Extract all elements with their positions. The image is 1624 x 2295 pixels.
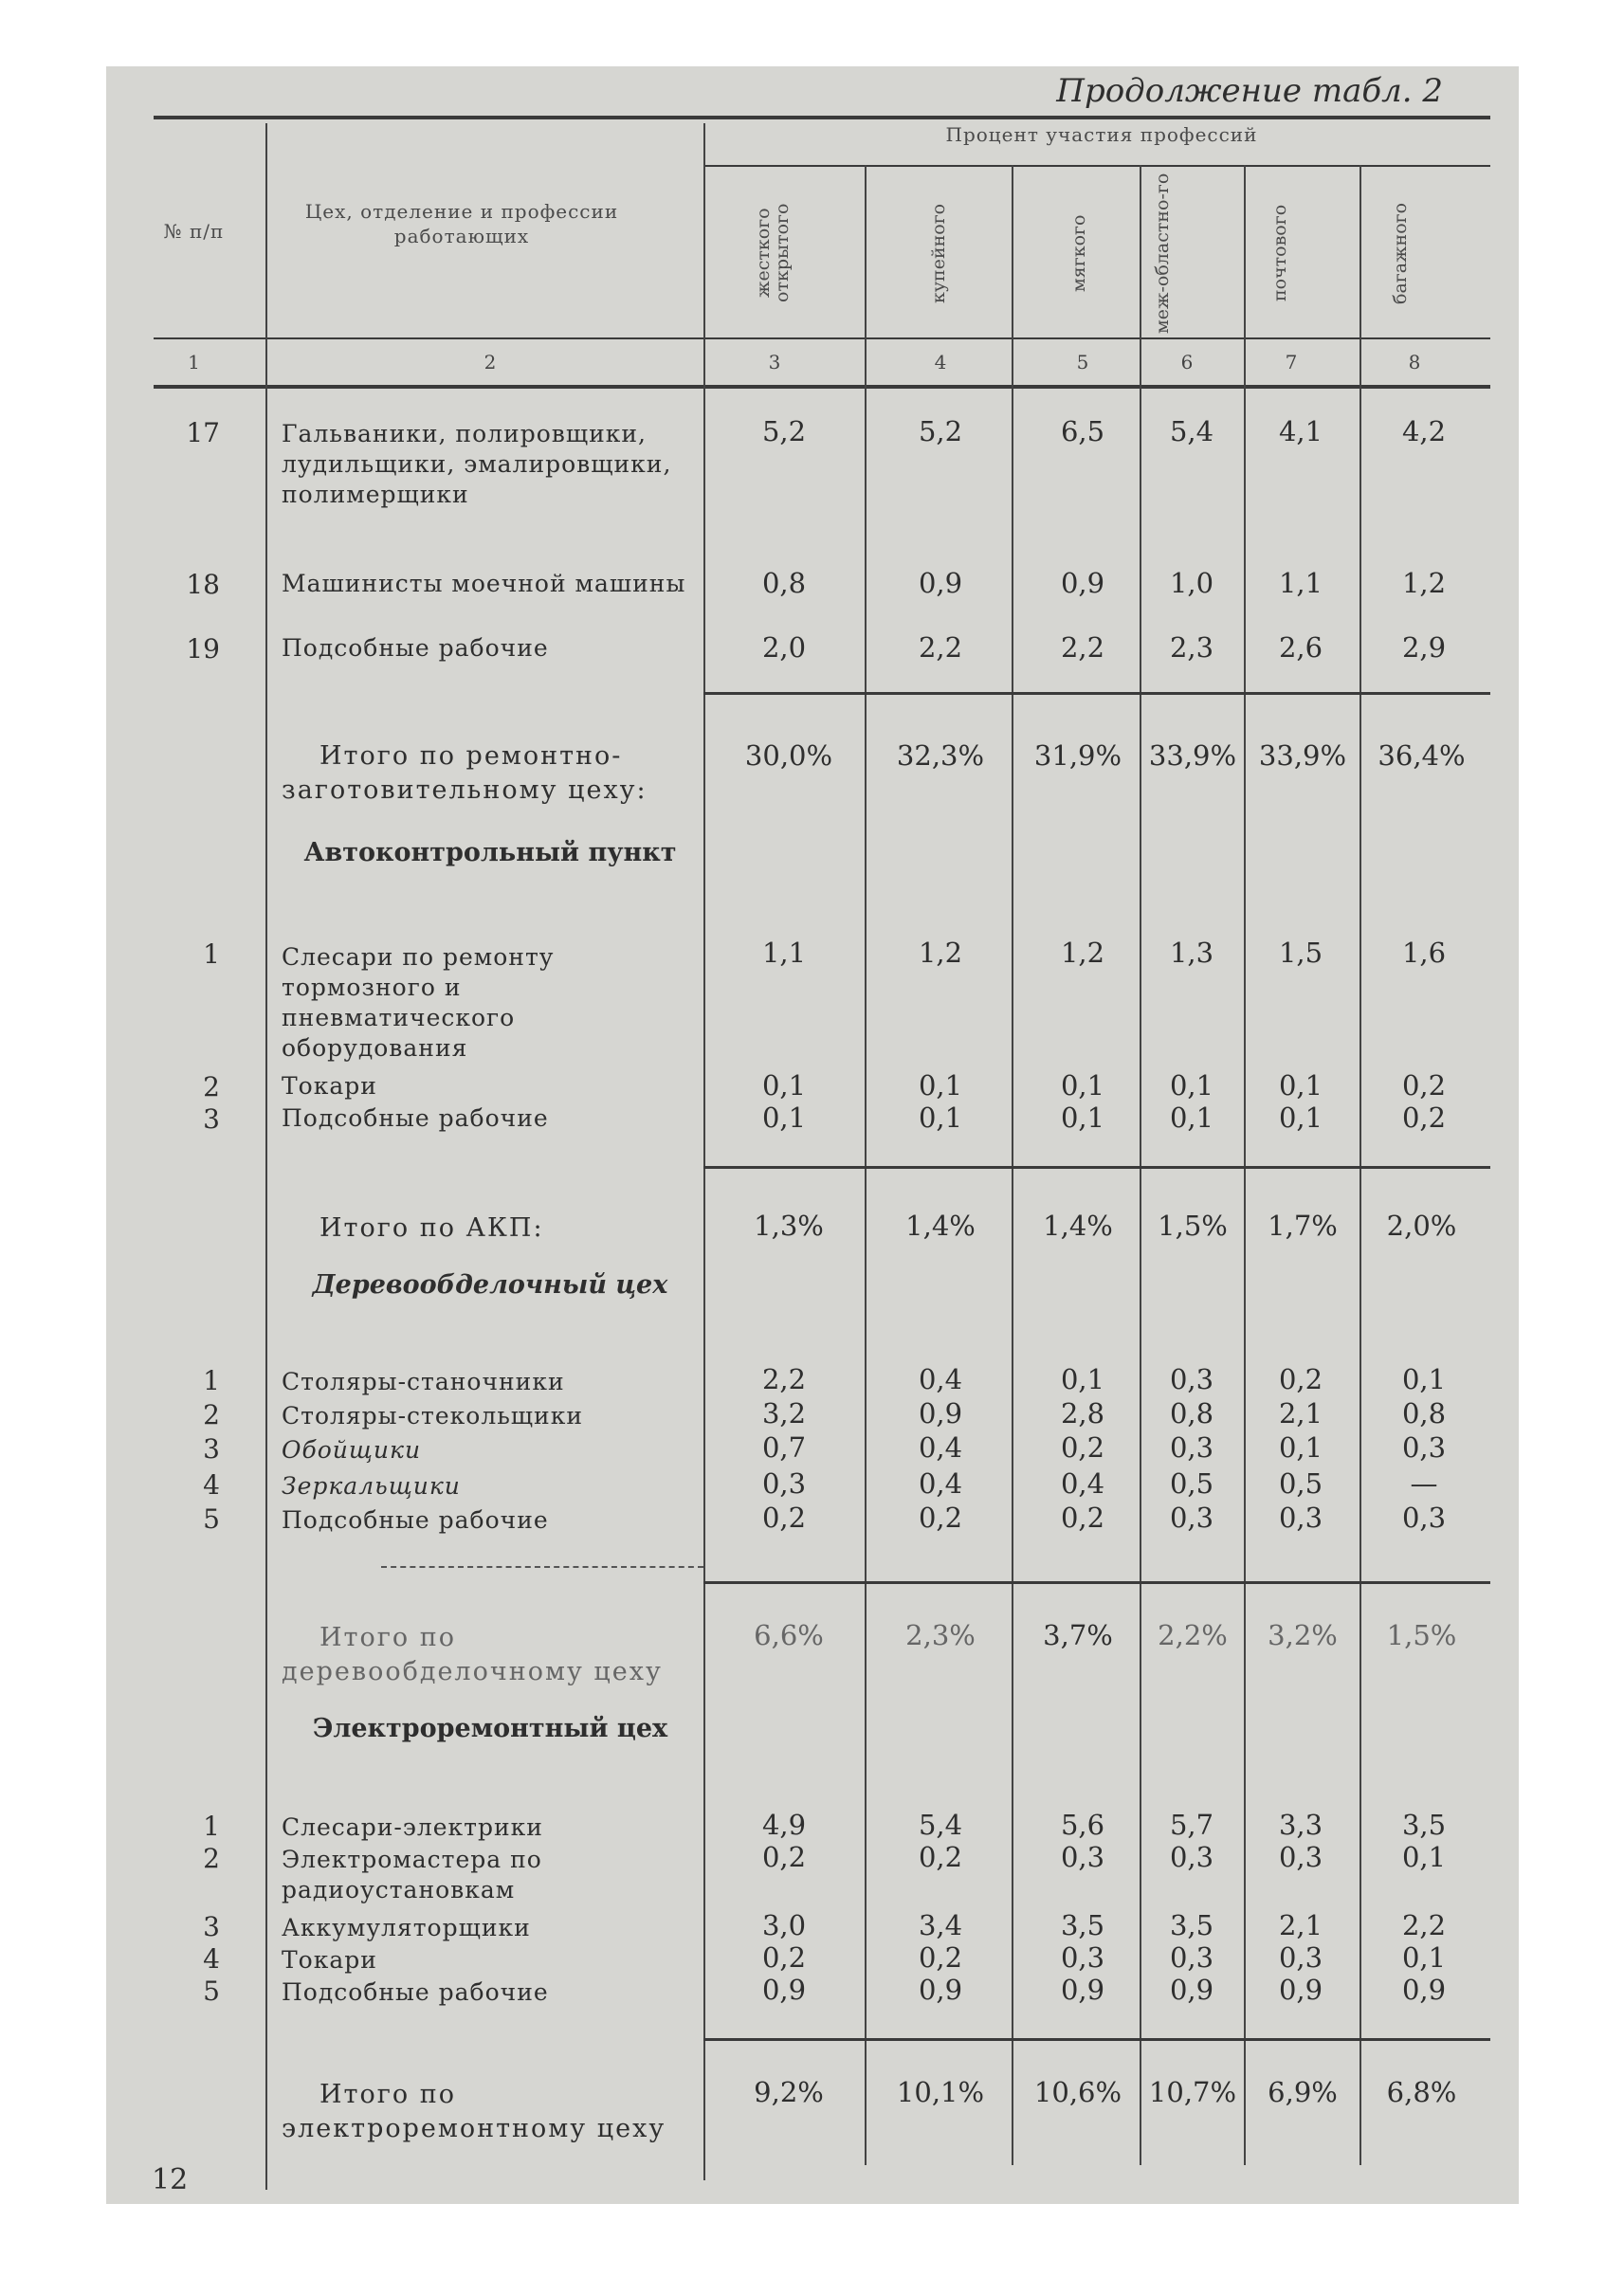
cell-value: 4,1 (1278, 415, 1323, 447)
total-value: 6,9% (1268, 2076, 1338, 2108)
cell-value: 0,3 (1169, 1431, 1214, 1464)
cell-value: 0,1 (1169, 1102, 1214, 1134)
cell-value: 0,1 (1060, 1069, 1105, 1102)
cell-value: 0,1 (918, 1069, 963, 1102)
total-value: 9,2% (754, 2076, 824, 2108)
col-header-soft: мягкого (1068, 214, 1089, 292)
cell-value: 1,1 (761, 937, 807, 969)
cell-value: 0,8 (1401, 1397, 1447, 1430)
col-rule-2 (703, 123, 705, 2180)
total-value: 2,2% (1158, 1619, 1228, 1651)
cell-value: 0,2 (761, 1502, 807, 1534)
total-value: 1,5% (1386, 1619, 1457, 1651)
cell-value: 3,5 (1401, 1809, 1447, 1841)
cell-value: — (1410, 1467, 1438, 1500)
cell-value: 0,3 (1278, 1502, 1323, 1534)
cell-value: 0,3 (1169, 1841, 1214, 1873)
row-number: 4 (203, 1943, 220, 1975)
total-value: 6,8% (1386, 2076, 1457, 2108)
cell-value: 1,2 (918, 937, 963, 969)
row-number: 2 (203, 1399, 220, 1430)
cell-value: 0,2 (918, 1841, 963, 1873)
cell-value: 0,1 (1401, 1941, 1447, 1974)
col-number-3: 3 (768, 351, 781, 373)
cell-value: 0,3 (1278, 1941, 1323, 1974)
col-number-6: 6 (1180, 351, 1194, 373)
cell-value: 0,2 (1278, 1363, 1323, 1395)
top-rule (154, 116, 1490, 119)
total-value: 10,7% (1148, 2076, 1237, 2108)
col-header-hard: жесткого открытого (753, 203, 793, 303)
cell-value: 2,2 (918, 631, 963, 664)
section-title: Автоконтрольный пункт (303, 838, 677, 867)
cell-value: 1,2 (1401, 567, 1447, 599)
cell-value: 5,7 (1169, 1809, 1214, 1841)
row-name: Токари (282, 1072, 377, 1100)
row-number: 1 (203, 1365, 220, 1396)
cell-value: 2,1 (1278, 1397, 1323, 1430)
total-label: Итого по электроремонтному цеху (282, 2080, 666, 2143)
col-number-1: 1 (188, 351, 200, 373)
cell-value: 0,5 (1169, 1467, 1214, 1500)
col-rule-3 (865, 165, 867, 2165)
cell-value: 0,9 (1169, 1974, 1214, 2006)
cell-value: 0,3 (1169, 1363, 1214, 1395)
page-number: 12 (152, 2163, 189, 2196)
cell-value: 0,1 (1060, 1363, 1105, 1395)
col-header-postal: почтового (1269, 204, 1290, 302)
total-value: 1,3% (754, 1210, 824, 1242)
total-label: Итого по ремонтно-заготовительному цеху: (282, 741, 648, 805)
cell-value: 2,8 (1060, 1397, 1105, 1430)
cell-value: 0,9 (761, 1974, 807, 2006)
cell-value: 3,4 (918, 1909, 963, 1941)
col-header-luggage: багажного (1390, 202, 1411, 304)
col-rule-7 (1359, 165, 1361, 2165)
row-name: Подсобные рабочие (282, 1104, 549, 1132)
cell-value: 5,4 (918, 1809, 963, 1841)
row-name: Подсобные рабочие (282, 1506, 549, 1534)
group-header: Процент участия профессий (945, 123, 1258, 146)
cell-value: 0,3 (1401, 1502, 1447, 1534)
total-value: 36,4% (1378, 739, 1466, 772)
cell-value: 5,4 (1169, 415, 1214, 447)
row-name: Аккумуляторщики (282, 1914, 531, 1941)
cell-value: 0,5 (1278, 1467, 1323, 1500)
col-number-7: 7 (1285, 351, 1298, 373)
cell-value: 0,9 (918, 567, 963, 599)
cell-value: 3,3 (1278, 1809, 1323, 1841)
cell-value: 0,3 (1278, 1841, 1323, 1873)
subtotal-rule (703, 692, 1490, 695)
col-rule-1 (265, 123, 267, 2190)
total-value: 1,4% (905, 1210, 976, 1242)
cell-value: 0,4 (918, 1363, 963, 1395)
scanned-page (106, 66, 1519, 2204)
col-number-5: 5 (1076, 351, 1089, 373)
cell-value: 0,1 (1060, 1102, 1105, 1134)
col-rule-4 (1012, 165, 1013, 2165)
cell-value: 0,1 (1278, 1431, 1323, 1464)
cell-value: 0,3 (1060, 1941, 1105, 1974)
cell-value: 1,1 (1278, 567, 1323, 599)
row-number: 2 (203, 1843, 220, 1874)
total-value: 33,9% (1148, 739, 1237, 772)
cell-value: 0,9 (1060, 1974, 1105, 2006)
row-number: 19 (186, 633, 220, 665)
row-number: 17 (186, 417, 220, 448)
total-value: 2,3% (905, 1619, 976, 1651)
section-title: Электроремонтный цех (312, 1714, 668, 1743)
row-name: Токари (282, 1946, 377, 1974)
cell-value: 2,2 (1401, 1909, 1447, 1941)
cell-value: 0,7 (761, 1431, 807, 1464)
cell-value: 0,2 (1401, 1102, 1447, 1134)
cell-value: 0,1 (1169, 1069, 1214, 1102)
cell-value: 0,1 (1401, 1363, 1447, 1395)
cell-value: 0,9 (1401, 1974, 1447, 2006)
row-name: Слесари по ремонту тормозного и пневматического оборудования (282, 943, 555, 1062)
cell-value: 0,2 (761, 1841, 807, 1873)
col-no-header: № п/п (163, 220, 225, 243)
cell-value: 1,5 (1278, 937, 1323, 969)
cell-value: 0,2 (1060, 1502, 1105, 1534)
row-name: Слесари-электрики (282, 1813, 543, 1841)
cell-value: 0,1 (1278, 1102, 1323, 1134)
cell-value: 0,9 (918, 1974, 963, 2006)
cell-value: 0,3 (1169, 1502, 1214, 1534)
col-rule-6 (1244, 165, 1246, 2165)
row-number: 5 (203, 1976, 220, 2007)
cell-value: 2,2 (761, 1363, 807, 1395)
cell-value: 0,1 (761, 1102, 807, 1134)
cell-value: 2,6 (1278, 631, 1323, 664)
cell-value: 0,1 (1401, 1841, 1447, 1873)
total-value: 1,4% (1043, 1210, 1113, 1242)
row-number: 5 (203, 1503, 220, 1535)
cell-value: 0,3 (1169, 1941, 1214, 1974)
cell-value: 0,1 (1278, 1069, 1323, 1102)
cell-value: 0,1 (761, 1069, 807, 1102)
cell-value: 3,5 (1060, 1909, 1105, 1941)
cell-value: 1,0 (1169, 567, 1214, 599)
row-name: Подсобные рабочие (282, 1978, 549, 2006)
total-value: 30,0% (744, 739, 833, 772)
cell-value: 1,2 (1060, 937, 1105, 969)
cell-value: 0,2 (1060, 1431, 1105, 1464)
cell-value: 6,5 (1060, 415, 1105, 447)
row-name: Зеркальщики (282, 1472, 461, 1500)
cell-value: 0,3 (1060, 1841, 1105, 1873)
total-value: 32,3% (896, 739, 985, 772)
cell-value: 0,4 (1060, 1467, 1105, 1500)
dashed-rule (381, 1566, 703, 1568)
row-name: Столяры-станочники (282, 1368, 565, 1395)
cell-value: 0,8 (1169, 1397, 1214, 1430)
cell-value: 3,2 (761, 1397, 807, 1430)
cell-value: 4,2 (1401, 415, 1447, 447)
total-value: 33,9% (1258, 739, 1347, 772)
total-value: 3,2% (1268, 1619, 1338, 1651)
row-name: Столяры-стекольщики (282, 1402, 583, 1430)
cell-value: 0,2 (1401, 1069, 1447, 1102)
row-number: 3 (203, 1433, 220, 1465)
total-value: 3,7% (1043, 1619, 1113, 1651)
cell-value: 3,5 (1169, 1909, 1214, 1941)
col-header-coupe: купейного (928, 203, 949, 303)
header-bottom-rule (154, 385, 1490, 389)
col-name-header: Цех, отделение и профессии работающих (304, 200, 619, 247)
total-value: 6,6% (754, 1619, 824, 1651)
cell-value: 2,1 (1278, 1909, 1323, 1941)
total-value: 10,6% (1033, 2076, 1122, 2108)
header-rule (154, 337, 1490, 339)
row-number: 1 (203, 1811, 220, 1842)
group-rule (705, 165, 1490, 167)
cell-value: 0,4 (918, 1467, 963, 1500)
row-number: 1 (203, 938, 220, 970)
cell-value: 1,6 (1401, 937, 1447, 969)
total-value: 1,7% (1268, 1210, 1338, 1242)
cell-value: 0,3 (761, 1467, 807, 1500)
total-value: 2,0% (1386, 1210, 1457, 1242)
section-title: Деревообделочный цех (312, 1270, 668, 1300)
subtotal-rule (703, 1581, 1490, 1584)
row-name: Гальваники, полировщики, лудильщики, эмалировщики, полимерщики (282, 420, 672, 508)
total-value: 31,9% (1033, 739, 1122, 772)
cell-value: 0,9 (918, 1397, 963, 1430)
cell-value: 3,0 (761, 1909, 807, 1941)
total-label: Итого по АКП: (319, 1213, 544, 1243)
cell-value: 0,8 (761, 567, 807, 599)
col-header-interregional: меж-областно-го (1152, 173, 1173, 334)
cell-value: 0,2 (761, 1941, 807, 1974)
cell-value: 0,1 (918, 1102, 963, 1134)
total-label: Итого по деревообделочному цеху (282, 1623, 663, 1686)
row-number: 4 (203, 1469, 220, 1501)
row-name: Обойщики (282, 1436, 422, 1464)
cell-value: 5,6 (1060, 1809, 1105, 1841)
cell-value: 0,2 (918, 1941, 963, 1974)
subtotal-rule (703, 2038, 1490, 2041)
cell-value: 0,4 (918, 1431, 963, 1464)
row-number: 2 (203, 1071, 220, 1102)
row-number: 3 (203, 1103, 220, 1135)
cell-value: 0,9 (1278, 1974, 1323, 2006)
col-number-4: 4 (934, 351, 947, 373)
cell-value: 0,3 (1401, 1431, 1447, 1464)
total-value: 10,1% (896, 2076, 985, 2108)
row-number: 3 (203, 1911, 220, 1942)
cell-value: 1,3 (1169, 937, 1214, 969)
cell-value: 5,2 (761, 415, 807, 447)
cell-value: 2,9 (1401, 631, 1447, 664)
row-number: 18 (186, 569, 220, 600)
cell-value: 5,2 (918, 415, 963, 447)
cell-value: 0,9 (1060, 567, 1105, 599)
row-name: Подсобные рабочие (282, 634, 549, 662)
cell-value: 2,2 (1060, 631, 1105, 664)
subtotal-rule (703, 1166, 1490, 1169)
table-caption: Продолжение табл. 2 (1056, 72, 1443, 110)
cell-value: 2,3 (1169, 631, 1214, 664)
col-number-8: 8 (1408, 351, 1421, 373)
cell-value: 2,0 (761, 631, 807, 664)
cell-value: 4,9 (761, 1809, 807, 1841)
row-name: Электромастера по радиоустановкам (282, 1846, 542, 1903)
col-number-2: 2 (484, 351, 497, 373)
cell-value: 0,2 (918, 1502, 963, 1534)
total-value: 1,5% (1158, 1210, 1228, 1242)
row-name: Машинисты моечной машины (282, 570, 686, 597)
